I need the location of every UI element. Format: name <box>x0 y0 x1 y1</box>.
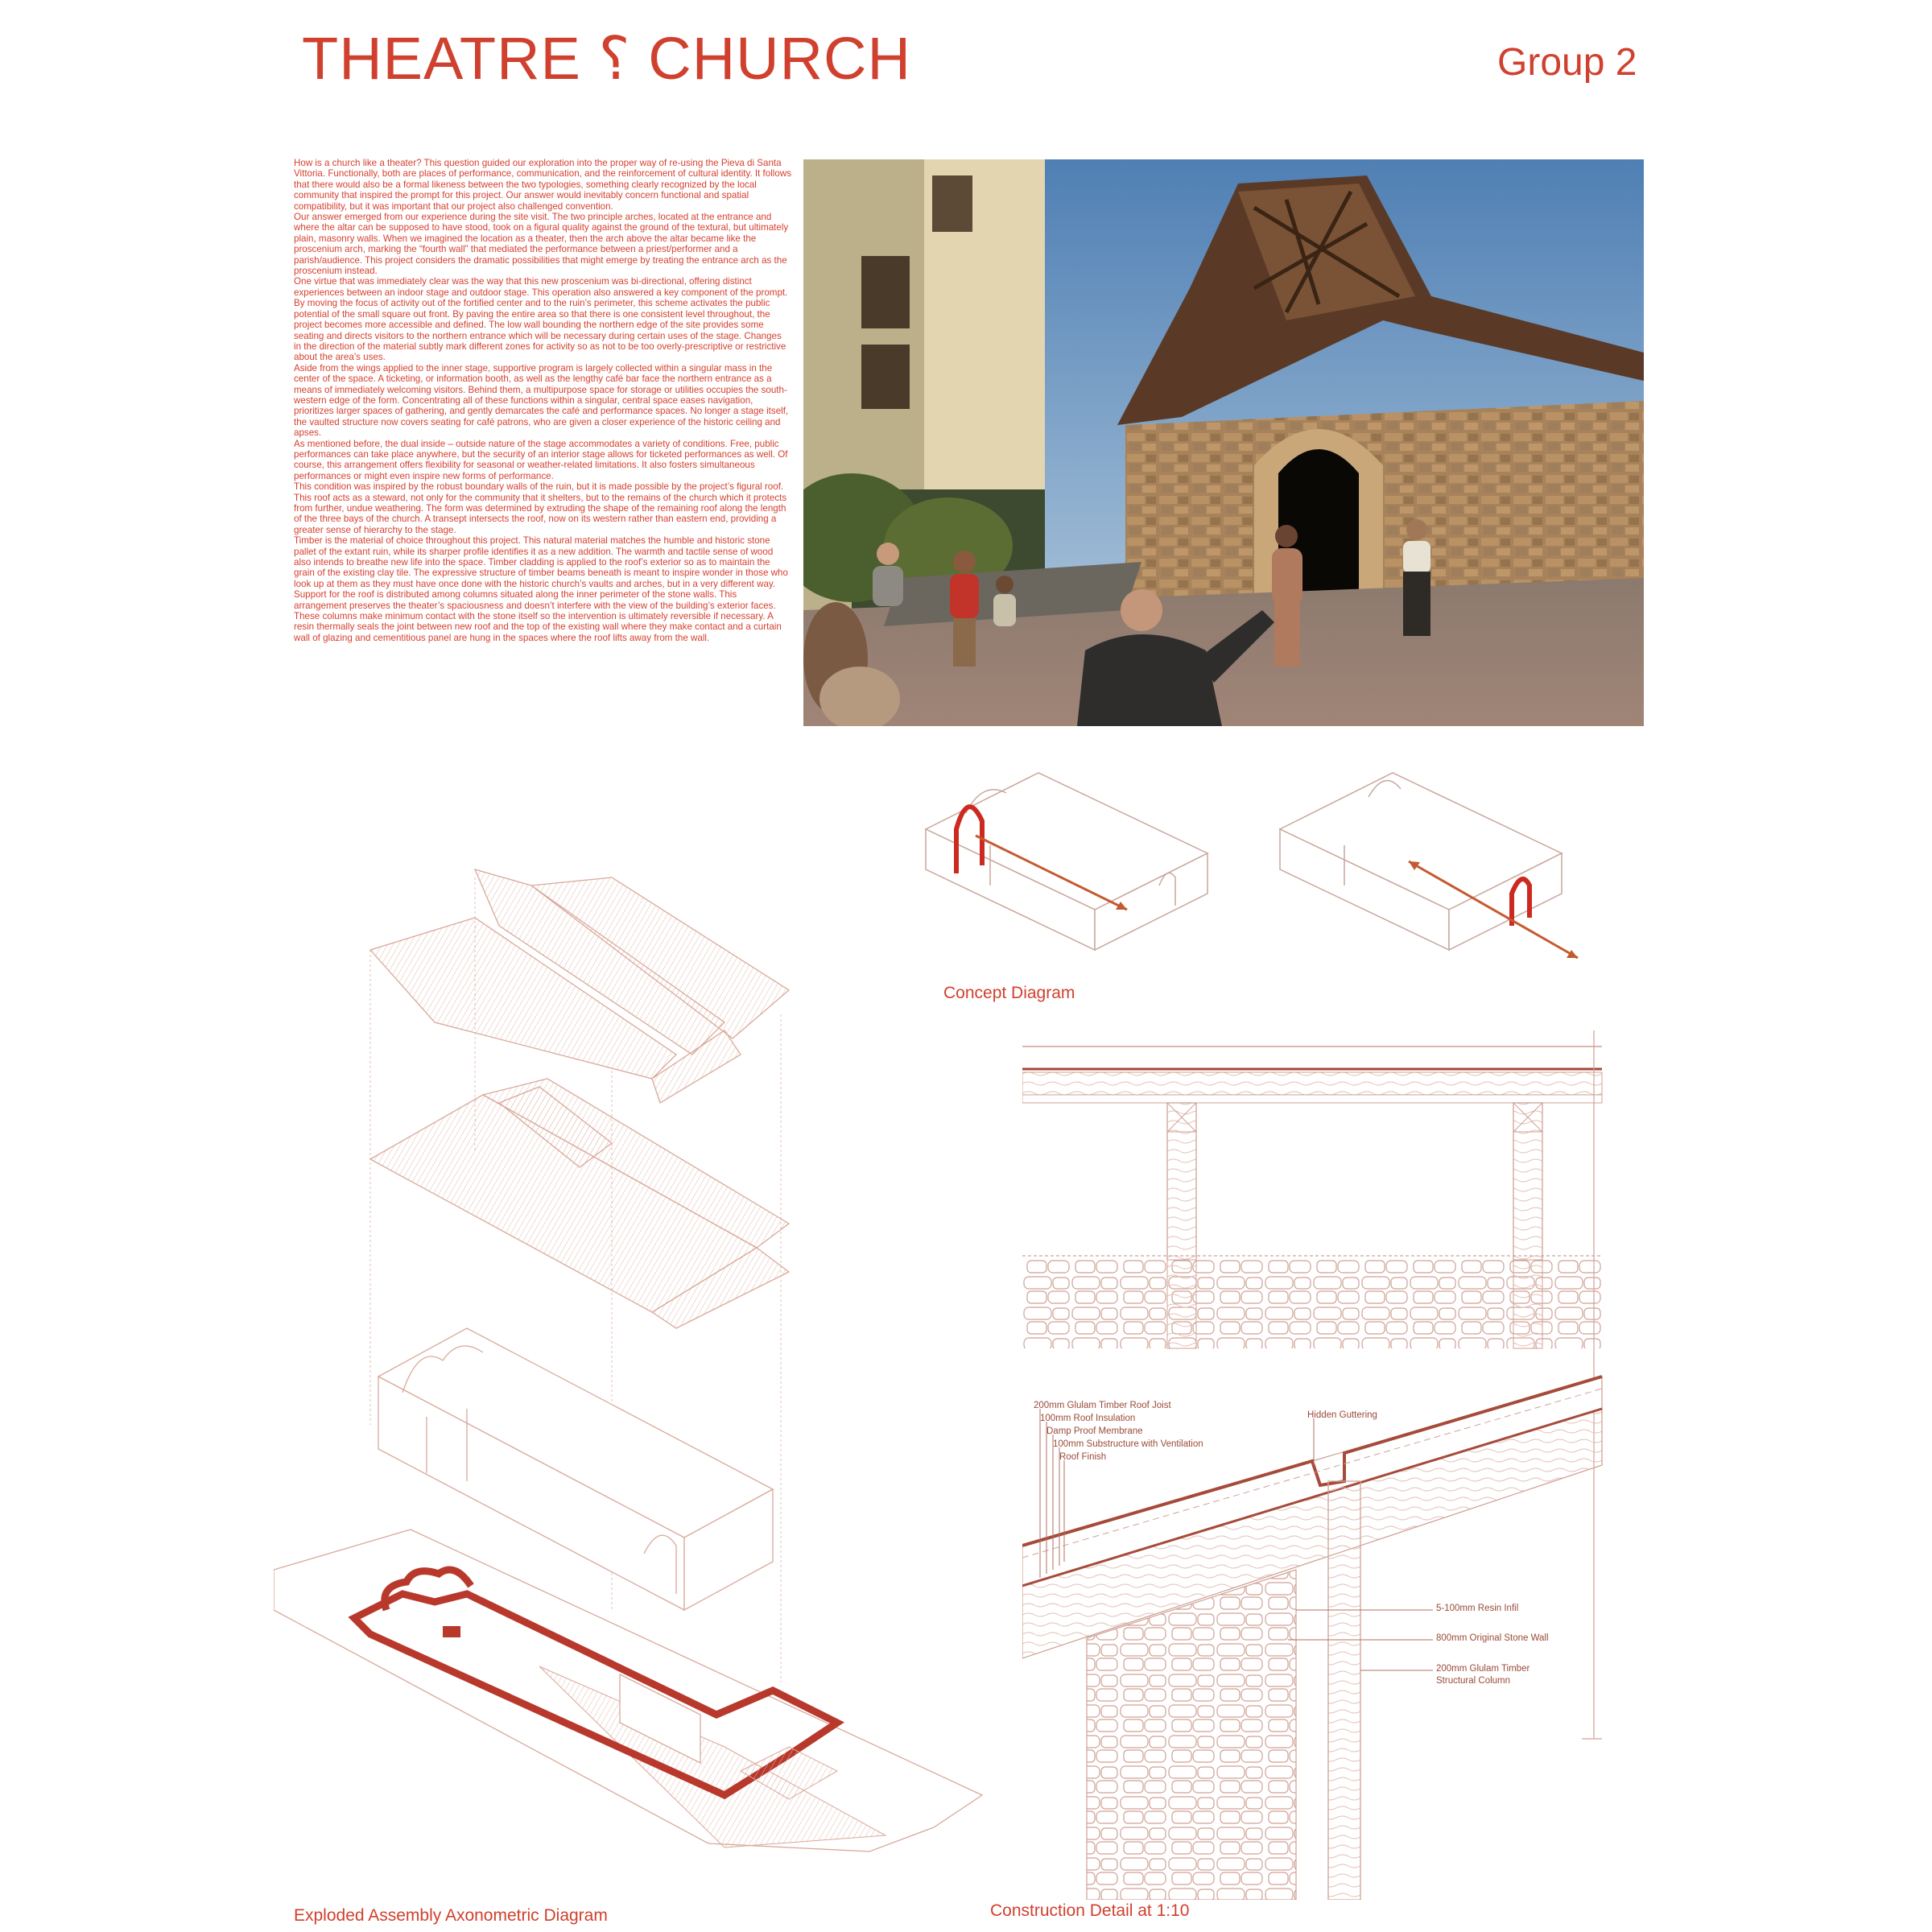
exploded-axonometric <box>274 861 998 1892</box>
essay-paragraph: This condition was inspired by the robust boundary walls of the ruin, but it is made possible by the project’s figural roof. This roof acts as a steward, not only for the community that it shelters, but to the remains of the church which it protects from further, undue weathering. The form was determined by extruding the shape of the remaining roof along the length of the three bays of the church. A transept intersects the roof, now on its western rather than eastern end, providing a greater sense of hierarchy to the stage. <box>294 481 787 535</box>
essay-paragraph: One virtue that was immediately clear was the way that this new proscenium was bi-directional, offering distinct experiences between an indoor stage and outdoor stage. This operation also answered a key component of the prompt. By moving the focus of activity out of the fortified center and to the ruin’s perimeter, this scheme activates the public potential of the small square out front. By paving the entire area so that there is one consistent level throughout, the project becomes more accessible and defined. The low wall bounding the northern edge of the site provides some seating and directs visitors to the northern entrance which will be necessary during certain uses of the stage. Changes in the direction of the material subtly mark different zones for activity so as not to be too overly-prescriptive or restrictive about the area’s uses. <box>294 276 788 363</box>
timber-structure-layer <box>370 1079 789 1328</box>
essay-text <box>294 158 791 643</box>
essay-paragraph: As mentioned before, the dual inside – outside nature of the stage accommodates a variety of conditions. Free, public performances can take place anywhere, but the security of an interior stage allows for ticketed performances as well. Of course, this arrangement offers flexibility for seasonal or weather-related limitations. It also fosters simultaneous performances or might even inspire new forms of performance. <box>294 438 788 481</box>
label-substructure: 100mm Substructure with Ventilation <box>1053 1439 1203 1449</box>
render-image <box>803 159 1644 726</box>
group-label: Group 2 <box>1497 41 1637 84</box>
page-title: THEATRE ⸮ CHURCH <box>302 25 911 92</box>
exploded-caption: Exploded Assembly Axonometric Diagram <box>294 1906 608 1925</box>
label-column-line2: Structural Column <box>1436 1676 1511 1686</box>
essay-paragraph: Aside from the wings applied to the inner stage, supportive program is largely collected within a singular mass in the center of the space. A ticketing, or information booth, as well as the lengthy café bar face the northern entrance as a means of immediately welcoming visitors. Behind them, a multipurpose space for storage or utilities occupies the south-western edge of the form. Concentrating all of these functions within a singular, central space eases navigation, prioritizes larger spaces of gathering, and gently demarcates the café and performance spaces. No longer a stage itself, the vaulted structure now covers seating for café patrons, who are given a closer experience of the historic ceiling and apses. <box>294 362 789 439</box>
timber-column <box>1328 1481 1360 1900</box>
label-roof-insulation: 100mm Roof Insulation <box>1040 1414 1136 1423</box>
label-column-line1: 200mm Glulam Timber <box>1436 1664 1530 1674</box>
roof-cladding-layer <box>370 869 789 1103</box>
label-roof-joist: 200mm Glulam Timber Roof Joist <box>1034 1401 1171 1410</box>
label-roof-finish: Roof Finish <box>1059 1452 1107 1462</box>
concept-caption: Concept Diagram <box>943 984 1075 1002</box>
essay-paragraph: Our answer emerged from our experience during the site visit. The two principle arches, located at the entrance and where the altar can be supposed to have stood, took on a figural quality against the ground of the textural, but ultimately plain, masonry walls. When we imagined the location as a theater, then the arch above the altar became like the proscenium arch, marking the “fourth wall” that mediated the performance between a priest/performer and a parish/audience. This project considers the dramatic possibilities that might emerge by treating the entrance arch as the proscenium instead. <box>294 212 789 277</box>
concept-diagram <box>918 765 1610 974</box>
label-stone-wall: 800mm Original Stone Wall <box>1436 1633 1549 1643</box>
label-resin-infill: 5-100mm Resin Infil <box>1436 1604 1519 1613</box>
essay-paragraph: Support for the roof is distributed among columns situated along the inner perimeter of the stone walls. This arrangement preserves the theater’s spaciousness and doesn’t interfere with the view of the building’s exterior faces. These columns make minimum contact with the stone itself so the intervention is ultimately reversible if necessary. A resin thermally seals the joint between new roof and the top of the existing wall where they make contact and a curtain wall of glazing and cementitious panel are hung in the spaces where the roof lifts away from the wall. <box>294 589 782 643</box>
detail-caption: Construction Detail at 1:10 <box>990 1901 1190 1920</box>
label-hidden-guttering: Hidden Guttering <box>1307 1410 1377 1420</box>
church-render-illustration <box>803 159 1644 726</box>
construction-detail <box>1022 1030 1618 1900</box>
essay-paragraph: How is a church like a theater? This question guided our exploration into the proper way of re-using the Pieva di Santa Vittoria. Functionally, both are places of performance, communication, and the reinforcement of cultural identity. It follows that there would also be a formal likeness between the two typologies, something clearly recognized by the local community that inspired the prompt for this project. Our answer would inevitably concern functional and spatial compatibility, but it was important that our project also challenged convention. <box>294 158 791 212</box>
label-damp-proof: Damp Proof Membrane <box>1046 1426 1143 1436</box>
essay-paragraph: Timber is the material of choice throughout this project. This natural material matches the humble and historic stone pallet of the extant ruin, while its sharper profile identifies it as a new addition. The warmth and tactile sense of wood also intends to breathe new life into the space. Timber cladding is applied to the roof’s exterior so as to maintain the grain of the existing clay tile. The expressive structure of timber beams beneath is meant to inspire wonder in those who look up at them as they must have once done with the historic church’s vaults and arches, but in a very different way. <box>294 535 788 589</box>
